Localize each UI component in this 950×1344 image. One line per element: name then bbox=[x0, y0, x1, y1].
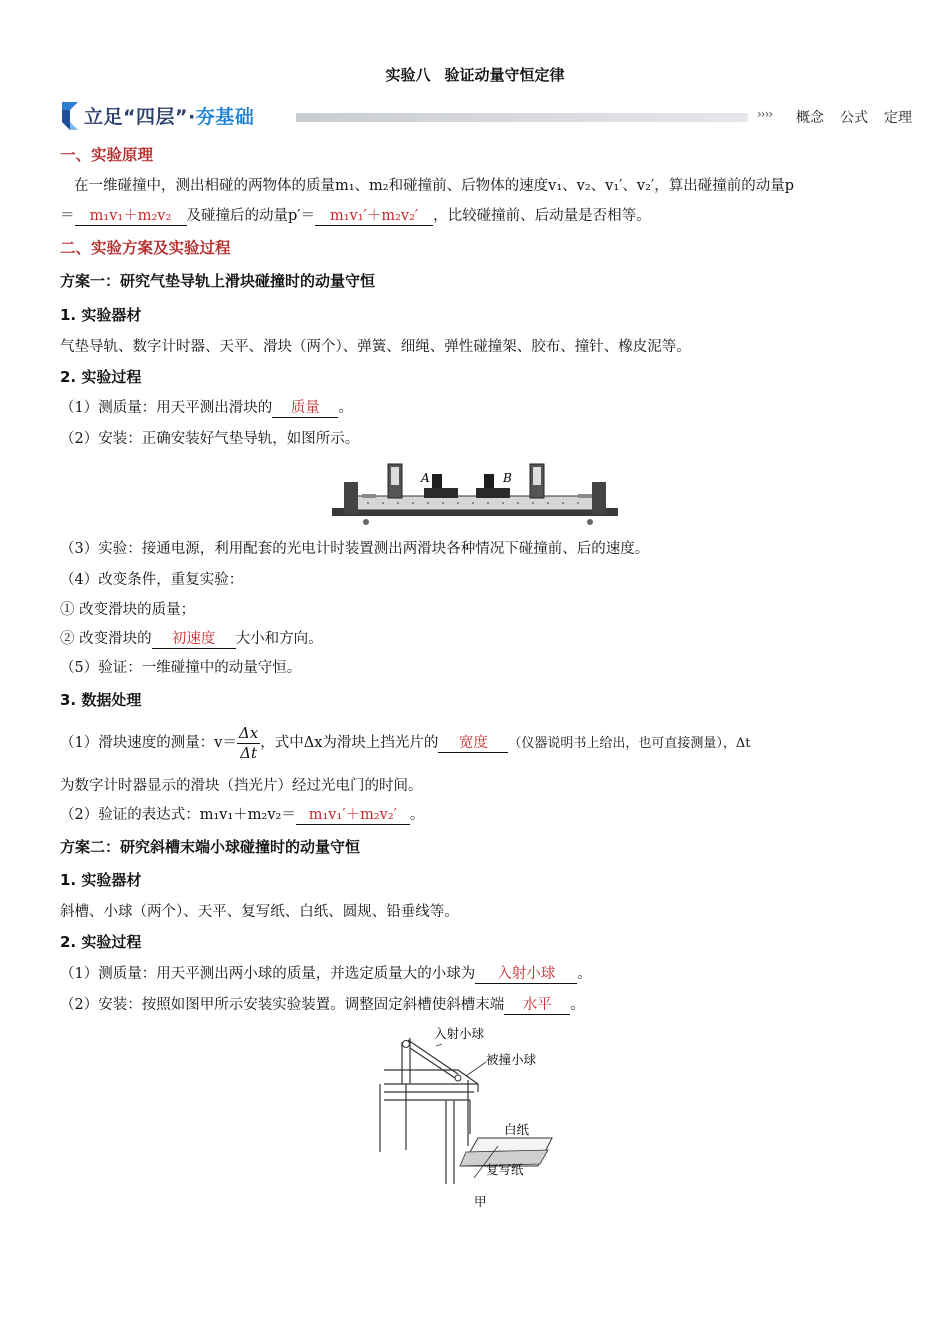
figure-label-a: A bbox=[421, 471, 430, 485]
planA-data1-line2: 为数字计时器显示的滑块（挡光片）经过光电门的时间。 bbox=[60, 778, 423, 794]
answer-width: 宽度 bbox=[438, 734, 508, 753]
answer-mass: 质量 bbox=[272, 399, 338, 418]
b-step2-pre: （2）安装：按照如图甲所示安装实验装置。调整固定斜槽使斜槽末端 bbox=[60, 997, 505, 1013]
fraction-numerator: Δx bbox=[238, 723, 259, 742]
planB-process-heading: 2. 实验过程 bbox=[60, 933, 142, 951]
planA-step3: （3）实验：接通电源，利用配套的光电计时装置测出两滑块各种情况下碰撞前、后的速度。 bbox=[60, 541, 650, 557]
planA-step1 bbox=[60, 398, 900, 418]
banner-tags bbox=[796, 107, 928, 127]
inclined-chute-figure bbox=[378, 1022, 578, 1212]
s1-post: ，比较碰撞前、后动量是否相等。 bbox=[433, 208, 651, 224]
tag-formula: 公式 bbox=[840, 110, 868, 126]
tag-concept: 概念 bbox=[796, 110, 824, 126]
planB-heading: 方案二：研究斜槽末端小球碰撞时的动量守恒 bbox=[60, 838, 361, 856]
figure-caption: 甲 bbox=[474, 1194, 487, 1209]
planA-step2: （2）安装：正确安装好气垫导轨，如图所示。 bbox=[60, 431, 360, 447]
a-d1-pre: （1）滑块速度的测量：v＝ bbox=[60, 735, 237, 751]
section1-paragraph-line2 bbox=[60, 206, 900, 226]
planA-data-heading: 3. 数据处理 bbox=[60, 691, 142, 709]
velocity-fraction bbox=[237, 724, 260, 763]
banner-text-d: 夯基础 bbox=[195, 106, 255, 128]
answer-horizontal: 水平 bbox=[504, 996, 570, 1015]
section1-paragraph-line1: 在一维碰撞中，测出相碰的两物体的质量m₁、m₂和碰撞前、后物体的速度v₁、v₂、v₁′、v₂′，算出碰撞前的动量p bbox=[74, 178, 795, 194]
tag-theorem: 定理 bbox=[884, 110, 912, 126]
planA-heading: 方案一：研究气垫导轨上滑块碰撞时的动量守恒 bbox=[60, 272, 376, 290]
planA-equipment-heading: 1. 实验器材 bbox=[60, 306, 142, 324]
banner-title bbox=[84, 102, 254, 129]
a-step4b-post: 大小和方向。 bbox=[235, 631, 323, 647]
planA-step4a: ① 改变滑块的质量； bbox=[60, 602, 196, 618]
planA-step5: （5）验证：一维碰撞中的动量守恒。 bbox=[60, 660, 302, 676]
planB-equipment-list: 斜槽、小球（两个）、天平、复写纸、白纸、圆规、铅垂线等。 bbox=[60, 904, 459, 920]
answer-initial-velocity: 初速度 bbox=[152, 630, 236, 649]
planA-equipment-list: 气垫导轨、数字计时器、天平、滑块（两个）、弹簧、细绳、弹性碰撞架、胶布、撞针、橡皮泥等。 bbox=[60, 339, 691, 355]
a-step1-post: 。 bbox=[338, 400, 353, 416]
figure-label-b: B bbox=[503, 471, 512, 485]
b-step1-pre: （1）测质量：用天平测出两小球的质量，并选定质量大的小球为 bbox=[60, 966, 476, 982]
section-banner bbox=[60, 102, 912, 132]
document-title bbox=[0, 64, 950, 85]
banner-logo-icon bbox=[60, 102, 80, 130]
banner-text-b: “四层” bbox=[123, 106, 188, 128]
planA-process-heading: 2. 实验过程 bbox=[60, 368, 142, 386]
banner-bar bbox=[296, 113, 748, 122]
banner-text-a: 立足 bbox=[84, 106, 124, 128]
a-step1-pre: （1）测质量：用天平测出滑块的 bbox=[60, 400, 273, 416]
planA-data2 bbox=[60, 805, 900, 825]
fraction-denominator: Δt bbox=[240, 743, 257, 762]
a-d2-pre: （2）验证的表达式：m₁v₁＋m₂v₂＝ bbox=[60, 807, 296, 823]
label-incident-ball: 入射小球 bbox=[434, 1026, 485, 1041]
air-track-figure bbox=[328, 460, 622, 530]
section1-heading: 一、实验原理 bbox=[60, 146, 154, 164]
answer-expression: m₁v₁′＋m₂v₂′ bbox=[296, 806, 410, 825]
title-part-b: 验证动量守恒定律 bbox=[444, 66, 565, 84]
banner-chevrons: ›››› bbox=[757, 107, 773, 121]
answer-momentum-before: m₁v₁＋m₂v₂ bbox=[75, 207, 187, 226]
banner-text-c: · bbox=[188, 106, 196, 128]
b-step1-post: 。 bbox=[577, 966, 592, 982]
s1-pre: ＝ bbox=[60, 208, 75, 224]
label-target-ball: 被撞小球 bbox=[486, 1052, 537, 1067]
answer-incident-ball: 入射小球 bbox=[475, 965, 577, 984]
planA-step4b bbox=[60, 629, 900, 649]
planB-step1 bbox=[60, 964, 900, 984]
label-carbon-paper: 复写纸 bbox=[486, 1162, 524, 1177]
planB-equipment-heading: 1. 实验器材 bbox=[60, 871, 142, 889]
planA-step4: （4）改变条件，重复实验： bbox=[60, 572, 244, 588]
b-step2-post: 。 bbox=[570, 997, 585, 1013]
a-d2-post: 。 bbox=[409, 807, 425, 823]
s1-mid: 及碰撞后的动量p′＝ bbox=[186, 208, 316, 224]
planA-data1 bbox=[60, 722, 900, 765]
answer-momentum-after: m₁v₁′＋m₂v₂′ bbox=[315, 207, 433, 226]
a-d1-mid: ，式中Δx为滑块上挡光片的 bbox=[260, 735, 439, 751]
a-step4b-pre: ② 改变滑块的 bbox=[60, 631, 152, 647]
label-white-paper: 白纸 bbox=[504, 1122, 530, 1137]
a-d1-post: （仪器说明书上给出，也可直接测量），Δt bbox=[508, 736, 751, 751]
title-part-a: 实验八 bbox=[385, 66, 431, 84]
section2-heading: 二、实验方案及实验过程 bbox=[60, 239, 231, 257]
planB-step2 bbox=[60, 995, 900, 1015]
